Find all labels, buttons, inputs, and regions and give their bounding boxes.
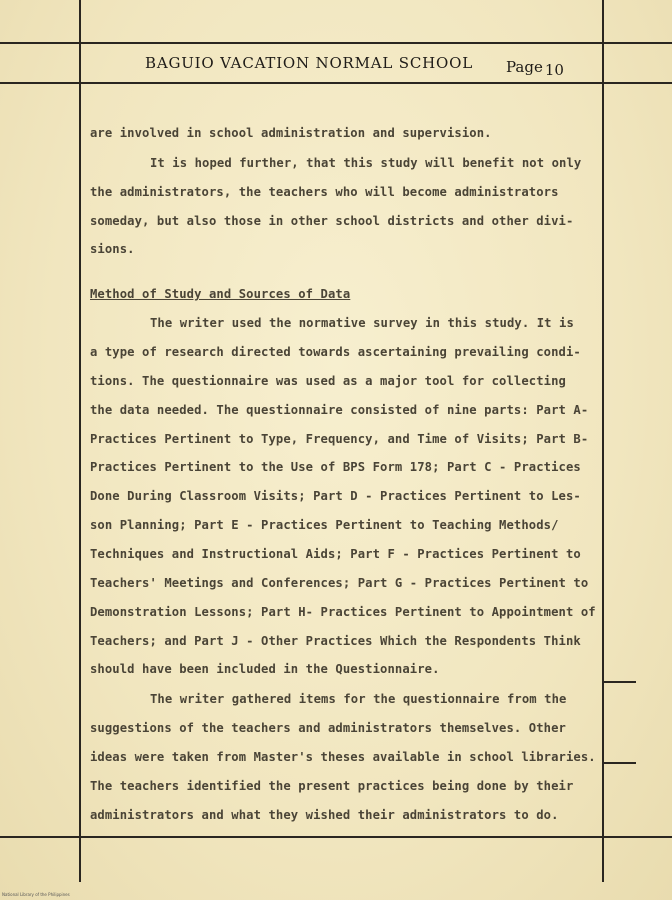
right-margin-tick — [604, 681, 636, 683]
text-line: The teachers identified the present practices being done by their — [90, 779, 574, 793]
top-rule — [0, 42, 672, 44]
text-line: administrators and what they wished their administrators to do. — [90, 808, 559, 822]
text-line: Demonstration Lessons; Part H- Practices Pertinent to Appointment of — [90, 605, 596, 619]
text-line: It is hoped further, that this study will benefit not only — [150, 156, 582, 170]
header-rule — [0, 82, 672, 84]
page-number-label — [506, 58, 564, 79]
text-line: suggestions of the teachers and administrators themselves. Other — [90, 721, 566, 735]
text-line: ideas were taken from Master's theses available in school libraries. — [90, 750, 596, 764]
text-line: Teachers' Meetings and Conferences; Part G - Practices Pertinent to — [90, 576, 589, 590]
bottom-rule — [0, 836, 672, 838]
text-line: should have been included in the Questionnaire. — [90, 662, 440, 676]
right-margin-rule — [602, 0, 604, 882]
text-line: Practices Pertinent to the Use of BPS Form 178; Part C - Practices — [90, 460, 581, 474]
text-line: Techniques and Instructional Aids; Part F - Practices Pertinent to — [90, 547, 581, 561]
text-line: the data needed. The questionnaire consisted of nine parts: Part A- — [90, 403, 589, 417]
text-line: the administrators, the teachers who will become administrators — [90, 185, 559, 199]
text-line: The writer used the normative survey in this study. It is — [150, 316, 574, 330]
text-line: someday, but also those in other school districts and other divi- — [90, 214, 574, 228]
library-footer-note: National Library of the Philippines — [2, 892, 70, 897]
section-heading: Method of Study and Sources of Data — [90, 287, 351, 301]
text-line: are involved in school administration and supervision. — [90, 126, 492, 140]
page-number: 10 — [544, 61, 564, 79]
text-line: a type of research directed towards ascertaining prevailing condi- — [90, 345, 581, 359]
text-line: Practices Pertinent to Type, Frequency, and Time of Visits; Part B- — [90, 432, 589, 446]
text-line: Teachers; and Part J - Other Practices Which the Respondents Think — [90, 634, 581, 648]
text-line: son Planning; Part E - Practices Pertinent to Teaching Methods/ — [90, 518, 559, 532]
school-header-title: BAGUIO VACATION NORMAL SCHOOL — [145, 54, 473, 72]
text-line: tions. The questionnaire was used as a major tool for collecting — [90, 374, 566, 388]
left-margin-rule — [79, 0, 81, 882]
text-line: The writer gathered items for the questionnaire from the — [150, 692, 567, 706]
page-label: Page — [506, 58, 543, 76]
text-line: Done During Classroom Visits; Part D - Practices Pertinent to Les- — [90, 489, 581, 503]
text-line: sions. — [90, 242, 135, 256]
right-margin-tick — [604, 762, 636, 764]
